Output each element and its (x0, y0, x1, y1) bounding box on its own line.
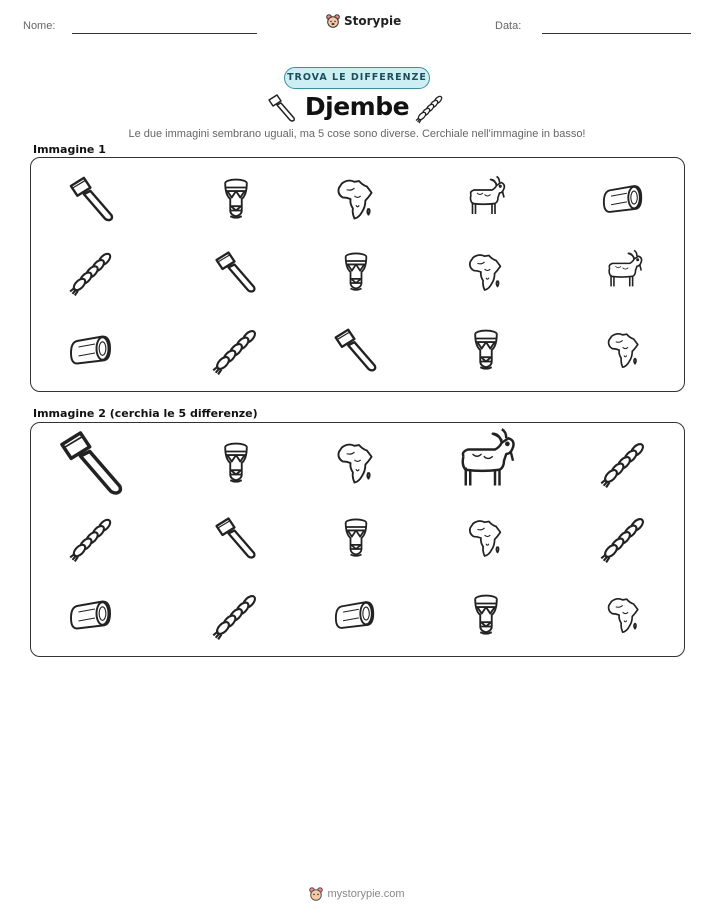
hammer-icon[interactable] (212, 514, 260, 562)
hammer-icon (331, 325, 381, 375)
djembe-icon[interactable] (334, 516, 378, 560)
rope-icon[interactable] (598, 437, 650, 489)
djembe-icon[interactable] (213, 440, 259, 486)
djembe-icon (213, 176, 259, 222)
log-icon (601, 176, 647, 222)
bear-logo-icon (309, 887, 323, 901)
instructions: Le due immagini sembrano uguali, ma 5 cose sono diverse. Cerchiale nell'immagine in basso! (128, 128, 586, 140)
name-line[interactable] (72, 33, 257, 34)
hammer-icon (66, 173, 118, 225)
goat-icon (462, 175, 510, 223)
hammer-icon[interactable] (55, 426, 129, 500)
brand-logo (326, 14, 401, 28)
hammer-icon (212, 248, 260, 296)
rope-icon (67, 247, 117, 297)
goat-icon[interactable] (450, 427, 522, 499)
africa-map-icon[interactable] (331, 438, 381, 488)
activity-badge: TROVA LE DIFFERENZE (284, 67, 430, 89)
djembe-icon[interactable] (463, 592, 509, 638)
bear-logo-icon (326, 14, 340, 28)
footer (0, 887, 714, 901)
rope-icon[interactable] (598, 512, 650, 564)
name-label: Nome: (23, 20, 56, 32)
brand-name: Storypie (344, 14, 402, 28)
rope-icon (414, 92, 446, 124)
africa-map-icon (331, 174, 381, 224)
africa-map-icon (463, 249, 509, 295)
djembe-icon (463, 327, 509, 373)
page-title: Djembe (304, 92, 410, 121)
date-label: Data: (495, 20, 522, 32)
rope-icon[interactable] (210, 589, 262, 641)
goat-icon (601, 249, 647, 295)
africa-map-icon[interactable] (602, 593, 646, 637)
log-icon (68, 326, 116, 374)
africa-map-icon[interactable] (463, 515, 509, 561)
rope-icon (210, 324, 262, 376)
log-icon[interactable] (68, 591, 116, 639)
africa-map-icon (602, 328, 646, 372)
footer-url: mystorypie.com (327, 888, 405, 900)
panel-2-label: Immagine 2 (cerchia le 5 differenze) (33, 407, 258, 420)
panel-1-label: Immagine 1 (33, 143, 106, 156)
date-line[interactable] (542, 33, 691, 34)
rope-icon[interactable] (67, 513, 117, 563)
djembe-icon (334, 250, 378, 294)
log-icon[interactable] (333, 592, 379, 638)
